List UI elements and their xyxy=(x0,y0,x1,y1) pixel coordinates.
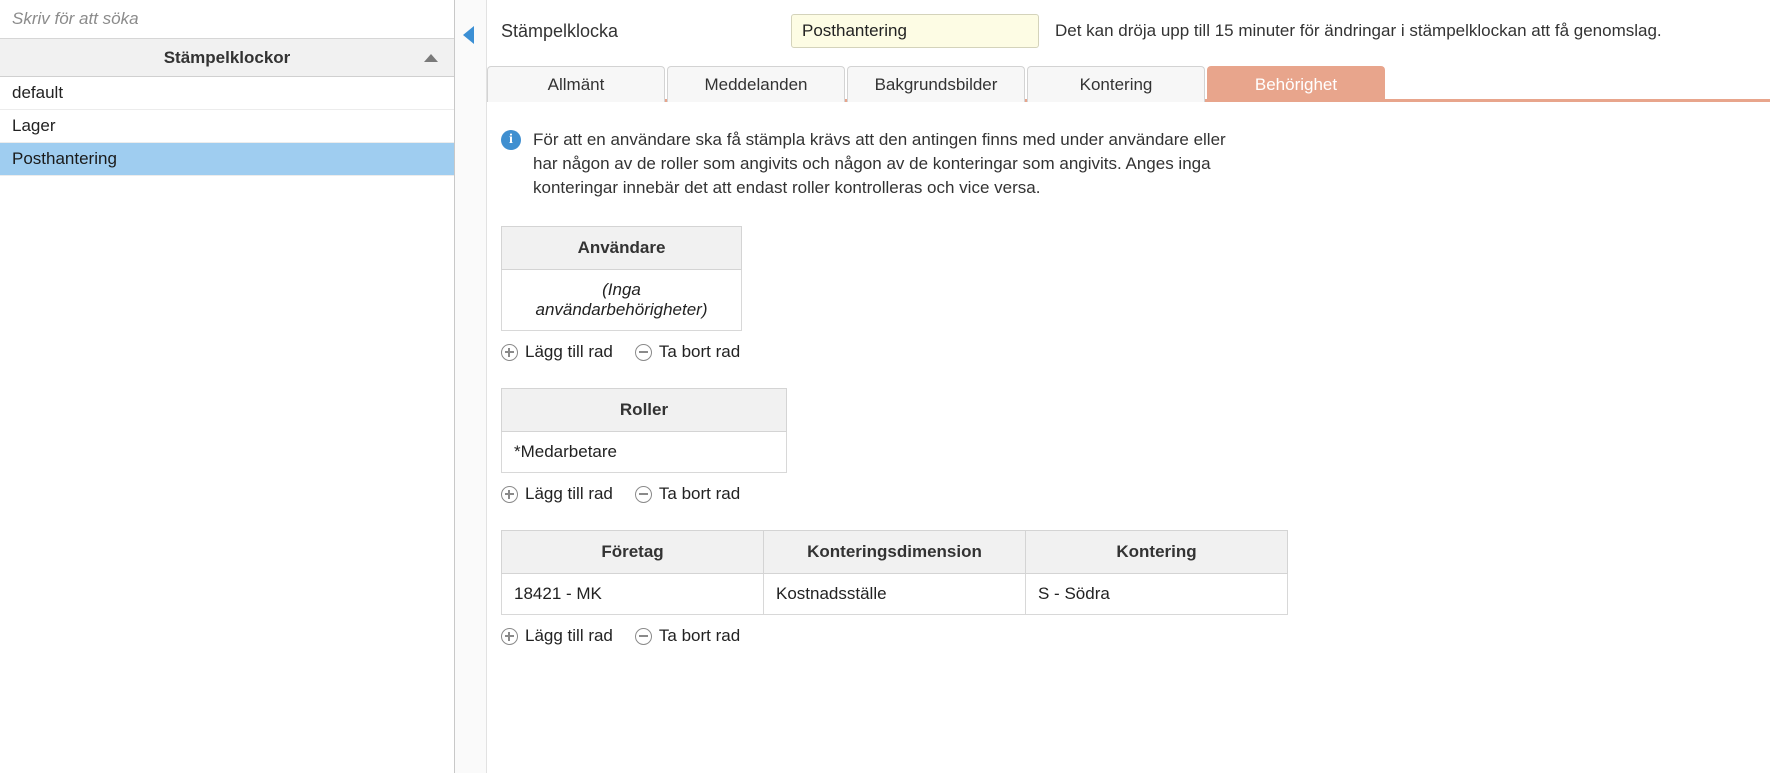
roles-column-header: Roller xyxy=(502,389,787,432)
users-add-row-label: Lägg till rad xyxy=(525,342,613,362)
tab-bakgrundsbilder[interactable] xyxy=(847,66,1025,102)
info-text: För att en användare ska få stämpla krävs att den antingen finns med under användare eller har någon av de roller som angivits och någon av de konteringar som angivits. Anges inga konteringar innebär det att endast roller kontrolleras och vice versa. xyxy=(533,130,1226,198)
accounting-column-header-company: Företag xyxy=(502,531,764,574)
tab-meddelanden[interactable] xyxy=(667,66,845,102)
table-row[interactable] xyxy=(502,432,787,473)
minus-circle-icon xyxy=(635,486,652,503)
chevron-up-icon[interactable] xyxy=(424,54,438,62)
users-empty-cell: (Inga användarbehörigheter) xyxy=(502,270,742,331)
page-title: Stämpelklocka xyxy=(501,20,619,41)
users-row-actions xyxy=(501,342,1770,362)
minus-circle-icon xyxy=(635,628,652,645)
users-column-header: Användare xyxy=(502,227,742,270)
roles-row-actions xyxy=(501,484,1770,504)
sidebar-empty-area xyxy=(0,176,454,773)
accounting-remove-row-button[interactable] xyxy=(635,626,740,646)
roles-table xyxy=(501,388,787,473)
table-header-row xyxy=(502,227,742,270)
collapse-left-icon[interactable] xyxy=(463,26,474,44)
plus-circle-icon xyxy=(501,486,518,503)
sidebar-item-label: Posthantering xyxy=(12,149,117,168)
main-panel xyxy=(487,0,1770,773)
tab-label: Bakgrundsbilder xyxy=(874,74,998,94)
table-header-row xyxy=(502,531,1288,574)
table-row[interactable] xyxy=(502,574,1288,615)
search-container xyxy=(0,0,454,39)
table-header-row xyxy=(502,389,787,432)
tab-label: Behörighet xyxy=(1254,74,1338,94)
tab-allmant[interactable] xyxy=(487,66,665,102)
header-note: Det kan dröja upp till 15 minuter för ändringar i stämpelklockan att få genomslag. xyxy=(1055,21,1662,40)
accounting-column-header-dimension: Konteringsdimension xyxy=(764,531,1026,574)
roles-add-row-button[interactable] xyxy=(501,484,613,504)
info-banner xyxy=(501,128,1770,200)
sidebar-item-posthantering[interactable] xyxy=(0,143,454,176)
tab-label: Allmänt xyxy=(547,74,605,94)
search-input[interactable] xyxy=(0,0,454,38)
users-table-block xyxy=(501,226,1770,362)
info-icon: i xyxy=(501,130,521,150)
tab-label: Kontering xyxy=(1079,74,1153,94)
sidebar-item-lager[interactable] xyxy=(0,110,454,143)
accounting-table-block xyxy=(501,530,1770,646)
accounting-cell-dimension: Kostnadsställe xyxy=(764,574,1026,615)
stamp-clock-name-value: Posthantering xyxy=(802,21,907,40)
header-bar xyxy=(487,0,1770,62)
plus-circle-icon xyxy=(501,628,518,645)
roles-table-block xyxy=(501,388,1770,504)
minus-circle-icon xyxy=(635,344,652,361)
accounting-add-row-label: Lägg till rad xyxy=(525,626,613,646)
accounting-cell-company: 18421 - MK xyxy=(502,574,764,615)
tab-content-behorighet xyxy=(487,102,1770,646)
users-add-row-button[interactable] xyxy=(501,342,613,362)
accounting-row-actions xyxy=(501,626,1770,646)
sidebar-item-default[interactable] xyxy=(0,77,454,110)
sidebar-item-label: Lager xyxy=(12,116,56,135)
sidebar-list-header-label: Stämpelklockor xyxy=(163,47,291,67)
tab-bar xyxy=(487,62,1770,102)
users-remove-row-button[interactable] xyxy=(635,342,740,362)
plus-circle-icon xyxy=(501,344,518,361)
sidebar xyxy=(0,0,455,773)
tab-behorighet[interactable] xyxy=(1207,66,1385,102)
accounting-cell-account: S - Södra xyxy=(1026,574,1288,615)
panel-divider[interactable] xyxy=(455,0,487,773)
users-table xyxy=(501,226,742,331)
accounting-remove-row-label: Ta bort rad xyxy=(658,626,741,646)
tab-kontering[interactable] xyxy=(1027,66,1205,102)
accounting-add-row-button[interactable] xyxy=(501,626,613,646)
users-remove-row-label: Ta bort rad xyxy=(658,342,741,362)
tab-label: Meddelanden xyxy=(704,74,808,94)
roles-remove-row-label: Ta bort rad xyxy=(658,484,741,504)
accounting-table xyxy=(501,530,1288,615)
sidebar-item-label: default xyxy=(12,83,64,102)
stamp-clock-name-field[interactable] xyxy=(791,14,1039,48)
table-row[interactable] xyxy=(502,270,742,331)
accounting-column-header-account: Kontering xyxy=(1026,531,1288,574)
roles-add-row-label: Lägg till rad xyxy=(525,484,613,504)
sidebar-list-header[interactable] xyxy=(0,39,454,77)
roles-remove-row-button[interactable] xyxy=(635,484,740,504)
roles-cell: *Medarbetare xyxy=(502,432,787,473)
